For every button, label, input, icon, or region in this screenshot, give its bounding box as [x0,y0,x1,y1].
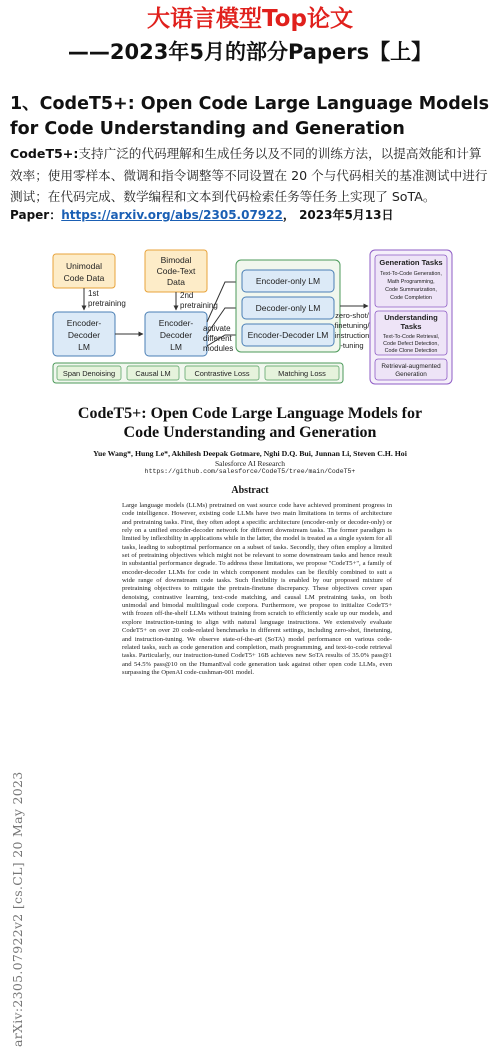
encdec1-line3: LM [78,342,90,352]
paper-title [0,404,500,442]
bimodal-line1: Bimodal [161,255,192,265]
und-item-3: Code Clone Detection [385,348,438,354]
unimodal-line2: Code Data [64,273,105,283]
svg-text:activatedifferentmodules [203,324,233,353]
codet5-architecture-diagram [0,242,500,392]
generation-tasks-title: Generation Tasks [379,258,442,267]
abstract-heading: Abstract [0,485,500,496]
finetune-line3: instruction [335,331,370,340]
rag-line1: Retrieval-augmented [381,363,441,370]
loss-span-denoising: Span Denoising [63,369,115,378]
rag-line2: Generation [395,371,427,378]
gen-item-1: Text-To-Code Generation, [380,271,442,277]
activate-line3: modules [203,344,233,353]
encoder-decoder-lm-label: Encoder-Decoder LM [248,330,329,340]
paper-authors: Yue Wang*, Hung Le*, Akhilesh Deepak Gotmare, Nghi D.Q. Bui, Junnan Li, Steven C.H. Hoi [0,449,500,458]
gen-item-4: Code Completion [390,295,432,301]
pretrain2-line1: 2nd [180,291,193,300]
und-item-2: Code Defect Detection, [383,341,439,347]
pretrain2-line2: pretraining [180,301,218,310]
encoder-only-lm-label: Encoder-only LM [256,276,320,286]
svg-text:2ndpretraining [180,291,218,310]
paper-line [10,206,494,224]
finetune-line1: zero-shot/ [335,311,370,320]
und-title-1: Understanding [384,313,438,322]
decoder-only-lm-label: Decoder-only LM [256,303,321,313]
paper-date: 2023年5月13日 [299,208,393,222]
pretrain1-line2: pretraining [88,299,126,308]
activate-line2: different [203,334,233,343]
bimodal-line2: Code-Text [157,266,196,276]
article-subtitle: ——2023年5月的部分Papers【上】 [0,38,500,66]
abstract-body: Large language models (LLMs) pretrained on vast source code have achieved prominent progress in code intelligence. However, existing code LLMs have two main limitations in terms of architecture and pretraining tasks. First, they often adopt a specific architecture (encoder-only or decoder-only) or rely on a unified encoder-decoder network for different downstream tasks. The former paradigm is limited by inflexibility in applications while in the latter, the model is treated as a single system for all tasks, leading to suboptimal performance on a subset of tasks. Secondly, they often employ a limited set of pretraining objectives which might not be relevant to some downstream tasks and hence result in substantial performance degrade. To address these limitations, we propose "CodeT5+", a family of encoder-decoder LLMs for code in which component modules can be flexibly combined to suit a wide range of downstream code tasks. Such flexibility is enabled by our proposed mixture of pretraining objectives to mitigate the pretrain-finetune discrepancy. These objectives cover span denoising, contrastive learning, text-code matching, and causal LM pretraining tasks, on both unimodal and bimodal multilingual code corpora. Furthermore, we propose to initialize CodeT5+ with frozen off-the-shelf LLMs without training from scratch to efficiently scale up our models, and explore instruction-tuning to align with natural language instructions. We extensively evaluate CodeT5+ on over 20 code-related benchmarks in different settings, including zero-shot, finetuning, and instruction-tuning. We observe state-of-the-art (SoTA) model performance on various code-related tasks, such as code generation and completion, math programming, and text-to-code retrieval tasks. Particularly, our instruction-tuned CodeT5+ 16B achieves new SoTA results of 35.0% pass@1 and 54.5% pass@10 on the HumanEval code generation task against other open code LLMs, even surpassing the OpenAI code-cushman-001 model. [122,502,392,677]
summary-lead: CodeT5+: [10,146,78,161]
summary-paragraph [10,143,492,208]
svg-text:Text-To-Code Retrieval,Code De [383,334,440,354]
bimodal-line3: Data [167,277,185,287]
paper-link[interactable]: https://arxiv.org/abs/2305.07922 [61,208,283,222]
loss-causal-lm: Causal LM [135,369,170,378]
paper-first-page-preview [0,392,500,652]
encdec2-line3: LM [170,342,182,352]
article-title: 大语言模型Top论文 [0,4,500,34]
encdec2-line1: Encoder- [159,318,194,328]
und-item-1: Text-To-Code Retrieval, [383,334,440,340]
gen-item-2: Math Programming, [387,279,435,285]
loss-matching: Matching Loss [278,369,326,378]
gen-item-3: Code Summarization, [385,287,437,293]
arxiv-stamp: arXiv:2305.07922v2 [cs.CL] 20 May 2023 [10,772,25,1047]
finetune-line2: finetuning/ [334,321,370,330]
svg-text:1stpretraining [88,289,126,308]
encdec2-line2: Decoder [160,330,192,340]
loss-contrastive: Contrastive Loss [194,369,249,378]
pretrain1-line1: 1st [88,289,99,298]
paper-label: Paper： [10,208,61,222]
finetune-line4: -tuning [340,341,363,350]
activate-line1: activate [203,324,231,333]
encdec1-line1: Encoder- [67,318,102,328]
paper-separator: ， [283,208,295,222]
section-heading: 1、CodeT5+: Open Code Large Language Models for Code Understanding and Generation [10,92,494,142]
summary-text: 支持广泛的代码理解和生成任务以及不同的训练方法，以提高效能和计算效率；使用零样本、微调和指令调整等不同设置在 20 个与代码相关的基准测试中进行测试；在代码完成、数学编程和文本到代码检索任务等任务上实现了 SoTA。 [10,146,487,204]
und-title-2: Tasks [401,322,422,331]
paper-code-url: https://github.com/salesforce/CodeT5/tree/main/CodeT5+ [0,468,500,475]
paper-affiliation: Salesforce AI Research [0,459,500,468]
paper-title-line1: CodeT5+: Open Code Large Language Models for [0,404,500,423]
encdec1-line2: Decoder [68,330,100,340]
paper-title-line2: Code Understanding and Generation [0,423,500,442]
svg-text:zero-shot/finetuning/instructi [334,311,370,350]
unimodal-line1: Unimodal [66,261,102,271]
